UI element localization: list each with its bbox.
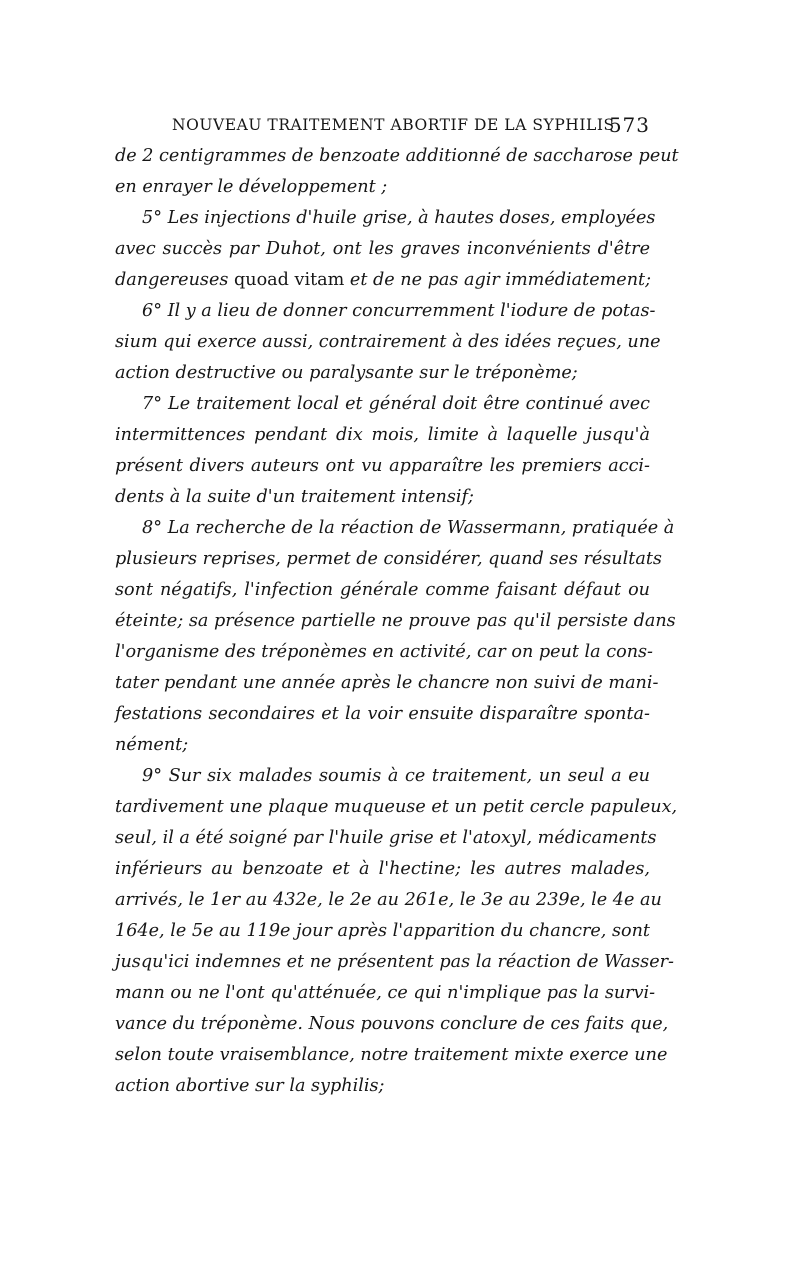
text-line: en enrayer le développement ; bbox=[115, 177, 388, 197]
text-line: avec succès par Duhot, ont les graves inconvénients d'être bbox=[115, 239, 650, 259]
text-line: dents à la suite d'un traitement intensif; bbox=[115, 487, 474, 507]
text-line: seul, il a été soigné par l'huile grise et l'atoxyl, médicaments bbox=[115, 828, 657, 848]
running-title: NOUVEAU TRAITEMENT ABORTIF DE LA SYPHILIS bbox=[172, 116, 615, 134]
text-line: tardivement une plaque muqueuse et un petit cercle papuleux, bbox=[115, 797, 678, 817]
body-text bbox=[115, 141, 679, 1096]
text-line: 5° Les injections d'huile grise, à hautes doses, employées bbox=[142, 208, 656, 228]
latin-phrase: quoad vitam bbox=[233, 270, 345, 290]
text-run: dangereuses bbox=[115, 270, 229, 290]
text-line: inférieurs au benzoate et à l'hectine; les autres malades, bbox=[115, 859, 650, 879]
text-line: jusqu'ici indemnes et ne présentent pas la réaction de Wasser- bbox=[115, 952, 674, 972]
text-line: arrivés, le 1er au 432e, le 2e au 261e, le 3e au 239e, le 4e au bbox=[115, 890, 662, 910]
text-line: de 2 centigrammes de benzoate additionné de saccharose peut bbox=[115, 146, 679, 166]
text-line: 8° La recherche de la réaction de Wassermann, pratiquée à bbox=[142, 518, 675, 538]
text-line: nément; bbox=[115, 735, 189, 755]
text-line-mixed bbox=[115, 265, 650, 296]
text-line: selon toute vraisemblance, notre traitement mixte exerce une bbox=[115, 1045, 668, 1065]
text-line: 164e, le 5e au 119e jour après l'apparition du chancre, sont bbox=[115, 921, 650, 941]
text-line: 7° Le traitement local et général doit être continué avec bbox=[142, 394, 650, 414]
text-line: sont négatifs, l'infection générale comme faisant défaut ou bbox=[115, 580, 650, 600]
text-line: action destructive ou paralysante sur le tréponème; bbox=[115, 363, 578, 383]
text-line: plusieurs reprises, permet de considérer, quand ses résultats bbox=[115, 549, 662, 569]
text-line: tater pendant une année après le chancre non suivi de mani- bbox=[115, 673, 659, 693]
text-line: intermittences pendant dix mois, limite à laquelle jusqu'à bbox=[115, 425, 650, 445]
text-line: 6° Il y a lieu de donner concurremment l'iodure de potas- bbox=[142, 301, 656, 321]
text-line: vance du tréponème. Nous pouvons conclure de ces faits que, bbox=[115, 1014, 669, 1034]
text-line: présent divers auteurs ont vu apparaître les premiers acci- bbox=[115, 456, 650, 476]
running-header bbox=[172, 113, 650, 141]
text-line: l'organisme des tréponèmes en activité, car on peut la cons- bbox=[115, 642, 653, 662]
text-line: 9° Sur six malades soumis à ce traitement, un seul a eu bbox=[142, 766, 650, 786]
page-number: 573 bbox=[608, 113, 650, 137]
text-line: festations secondaires et la voir ensuite disparaître sponta- bbox=[115, 704, 650, 724]
text-line: mann ou ne l'ont qu'atténuée, ce qui n'implique pas la survi- bbox=[115, 983, 656, 1003]
text-line: sium qui exerce aussi, contrairement à des idées reçues, une bbox=[115, 332, 661, 352]
text-run: et de ne pas agir immédiatement; bbox=[349, 270, 652, 290]
text-line: action abortive sur la syphilis; bbox=[115, 1076, 385, 1096]
text-line: éteinte; sa présence partielle ne prouve pas qu'il persiste dans bbox=[115, 611, 676, 631]
